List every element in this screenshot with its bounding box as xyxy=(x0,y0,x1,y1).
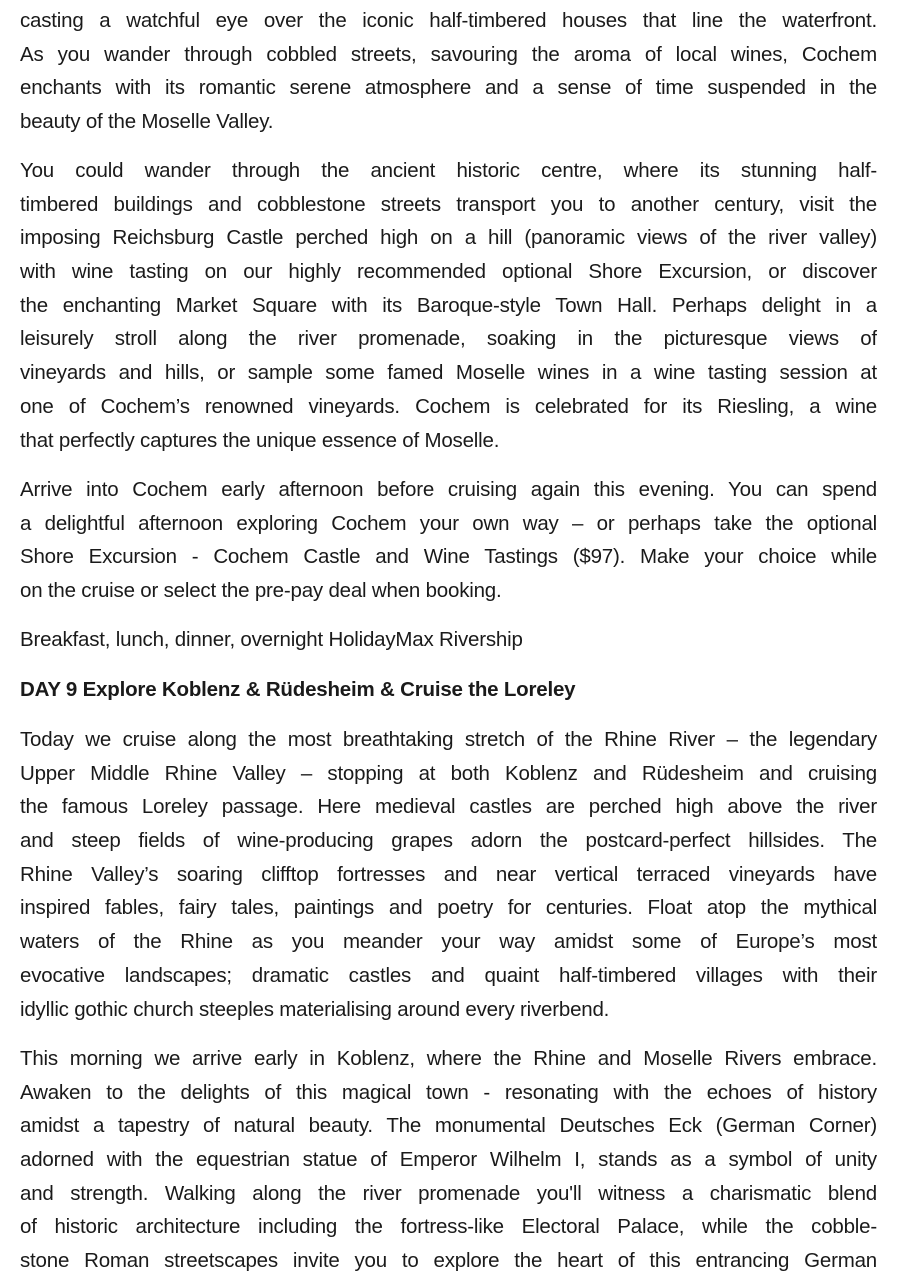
text-line: adorned with the equestrian statue of Emperor Wilhelm I, stands as a symbol of unity xyxy=(20,1148,877,1172)
text-line: Shore Excursion - Cochem Castle and Wine Tastings ($97). Make your choice while xyxy=(20,545,877,569)
text-line: Rhine Valley’s soaring clifftop fortresses and near vertical terraced vineyards have xyxy=(20,862,877,886)
text-line: casting a watchful eye over the iconic half-timbered houses that line the waterfront. xyxy=(20,9,877,32)
text-line: Awaken to the delights of this magical town - resonating with the echoes of history xyxy=(20,1080,877,1104)
day-heading xyxy=(20,673,877,707)
text-line: and strength. Walking along the river promenade you'll witness a charismatic blend xyxy=(20,1181,877,1205)
text-line: inspired fables, fairy tales, paintings and poetry for centuries. Float atop the mythical xyxy=(20,896,877,920)
text-line: amidst a tapestry of natural beauty. The monumental Deutsches Eck (German Corner) xyxy=(20,1114,877,1138)
text-line: that perfectly captures the unique essence of Moselle. xyxy=(20,428,500,452)
text-line: Upper Middle Rhine Valley – stopping at both Koblenz and Rüdesheim and cruising xyxy=(20,761,877,785)
text-line: stone Roman streetscapes invite you to explore the heart of this entrancing German xyxy=(20,1249,877,1273)
text-line: timbered buildings and cobblestone streets transport you to another century, visit the xyxy=(20,192,877,216)
text-line: As you wander through cobbled streets, savouring the aroma of local wines, Cochem xyxy=(20,42,877,66)
text-line: the famous Loreley passage. Here medieval castles are perched high above the river xyxy=(20,795,877,819)
text-line: Breakfast, lunch, dinner, overnight HolidayMax Rivership xyxy=(20,628,523,651)
paragraph-meals xyxy=(20,623,877,657)
text-line: Arrive into Cochem early afternoon before cruising again this evening. You can spend xyxy=(20,478,877,501)
paragraph-cochem-arrival xyxy=(20,473,877,608)
text-line: imposing Reichsburg Castle perched high on a hill (panoramic views of the river valley) xyxy=(20,226,877,250)
text-line: evocative landscapes; dramatic castles and quaint half-timbered villages with their xyxy=(20,963,877,987)
text-line: enchants with its romantic serene atmosphere and a sense of time suspended in the xyxy=(20,76,877,100)
paragraph-cochem-activities xyxy=(20,154,877,457)
paragraph-cochem-intro-end xyxy=(20,4,877,139)
paragraph-koblenz xyxy=(20,1042,877,1278)
text-line: This morning we arrive early in Koblenz, where the Rhine and Moselle Rivers embrace. xyxy=(20,1047,877,1070)
text-line: of historic architecture including the fortress-like Electoral Palace, while the cobble- xyxy=(20,1215,877,1239)
text-line: Today we cruise along the most breathtaking stretch of the Rhine River – the legendary xyxy=(20,728,877,751)
text-line: beauty of the Moselle Valley. xyxy=(20,110,274,134)
text-line: idyllic gothic church steeples materialising around every riverbend. xyxy=(20,997,610,1021)
text-line: You could wander through the ancient historic centre, where its stunning half- xyxy=(20,159,877,182)
text-line: with wine tasting on our highly recommended optional Shore Excursion, or discover xyxy=(20,260,877,284)
text-line: leisurely stroll along the river promenade, soaking in the picturesque views of xyxy=(20,327,877,351)
text-line: the enchanting Market Square with its Baroque-style Town Hall. Perhaps delight in a xyxy=(20,293,877,317)
text-line: waters of the Rhine as you meander your way amidst some of Europe’s most xyxy=(20,930,877,954)
heading-text: DAY 9 Explore Koblenz & Rüdesheim & Cruise the Loreley xyxy=(20,678,576,701)
text-line: and steep fields of wine-producing grapes adorn the postcard-perfect hillsides. The xyxy=(20,829,877,853)
text-line: vineyards and hills, or sample some famed Moselle wines in a wine tasting session at xyxy=(20,361,877,385)
text-line: a delightful afternoon exploring Cochem your own way – or perhaps take the optional xyxy=(20,511,877,535)
text-line: on the cruise or select the pre-pay deal when booking. xyxy=(20,579,502,603)
text-line: one of Cochem’s renowned vineyards. Cochem is celebrated for its Riesling, a wine xyxy=(20,394,877,418)
paragraph-day9-intro xyxy=(20,723,877,1026)
